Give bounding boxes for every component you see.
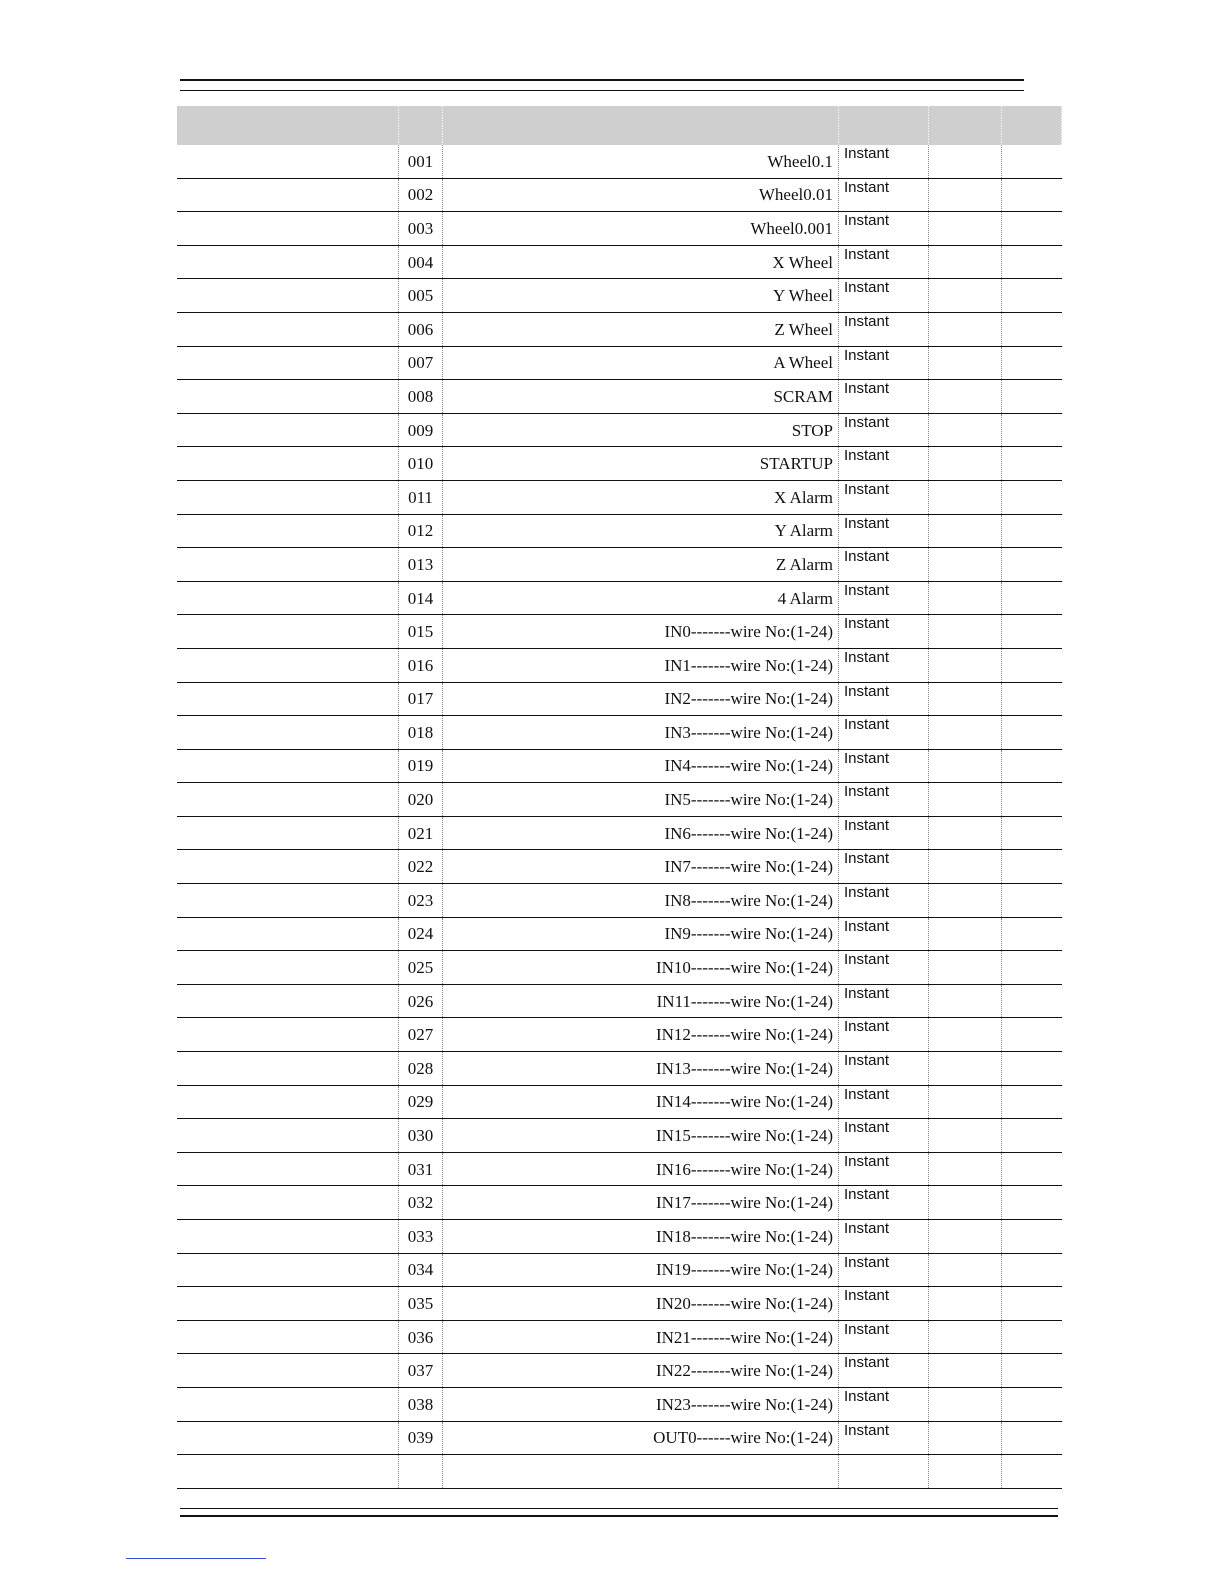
header-cell-type xyxy=(839,106,929,145)
row-name-cell xyxy=(177,1287,399,1321)
row-number-cell: 006 xyxy=(399,312,443,346)
row-name-cell xyxy=(177,1152,399,1186)
table-row xyxy=(177,1220,1062,1254)
row-number-cell: 009 xyxy=(399,413,443,447)
row-number-cell: 008 xyxy=(399,380,443,414)
header-rule-thick xyxy=(180,79,1024,81)
row-type-cell: Instant xyxy=(839,816,929,850)
row-number-cell: 003 xyxy=(399,212,443,246)
row-description-cell: IN1-------wire No:(1-24) xyxy=(443,648,839,682)
table-row xyxy=(177,380,1062,414)
row-extra-cell-1 xyxy=(929,1220,1002,1254)
row-type-cell: Instant xyxy=(839,1152,929,1186)
row-type-cell: Instant xyxy=(839,548,929,582)
row-number-cell: 014 xyxy=(399,581,443,615)
row-extra-cell-1 xyxy=(929,648,1002,682)
header-cell-name xyxy=(177,106,399,145)
row-description-cell xyxy=(443,1455,839,1489)
row-description-cell: Wheel0.01 xyxy=(443,178,839,212)
row-description-cell: IN7-------wire No:(1-24) xyxy=(443,850,839,884)
row-extra-cell-1 xyxy=(929,413,1002,447)
row-extra-cell-1 xyxy=(929,1186,1002,1220)
row-extra-cell-1 xyxy=(929,1387,1002,1421)
row-number-cell: 026 xyxy=(399,984,443,1018)
row-name-cell xyxy=(177,1220,399,1254)
header-cell-extra-2 xyxy=(1002,106,1062,145)
table-row xyxy=(177,984,1062,1018)
row-description-cell: IN16-------wire No:(1-24) xyxy=(443,1152,839,1186)
row-number-cell: 032 xyxy=(399,1186,443,1220)
header-rule-thin xyxy=(180,90,1024,91)
row-description-cell: IN20-------wire No:(1-24) xyxy=(443,1287,839,1321)
row-extra-cell-2 xyxy=(1002,749,1062,783)
row-extra-cell-1 xyxy=(929,1052,1002,1086)
table-row xyxy=(177,447,1062,481)
row-extra-cell-1 xyxy=(929,917,1002,951)
row-extra-cell-2 xyxy=(1002,548,1062,582)
row-description-cell: X Alarm xyxy=(443,480,839,514)
table-row xyxy=(177,178,1062,212)
table-row xyxy=(177,615,1062,649)
row-extra-cell-2 xyxy=(1002,480,1062,514)
table-row xyxy=(177,480,1062,514)
row-type-cell: Instant xyxy=(839,1253,929,1287)
row-type-cell: Instant xyxy=(839,1085,929,1119)
row-extra-cell-1 xyxy=(929,716,1002,750)
row-extra-cell-1 xyxy=(929,447,1002,481)
row-name-cell xyxy=(177,548,399,582)
row-extra-cell-2 xyxy=(1002,1085,1062,1119)
row-name-cell xyxy=(177,682,399,716)
row-name-cell xyxy=(177,1186,399,1220)
table-row xyxy=(177,716,1062,750)
row-number-cell: 016 xyxy=(399,648,443,682)
row-number-cell: 037 xyxy=(399,1354,443,1388)
row-extra-cell-2 xyxy=(1002,682,1062,716)
row-type-cell: Instant xyxy=(839,312,929,346)
row-number-cell: 015 xyxy=(399,615,443,649)
table-row xyxy=(177,245,1062,279)
row-name-cell xyxy=(177,1052,399,1086)
row-type-cell: Instant xyxy=(839,1119,929,1153)
row-name-cell xyxy=(177,1455,399,1489)
row-description-cell: OUT0------wire No:(1-24) xyxy=(443,1421,839,1455)
row-type-cell: Instant xyxy=(839,245,929,279)
table-row xyxy=(177,279,1062,313)
row-name-cell xyxy=(177,581,399,615)
row-description-cell: IN4-------wire No:(1-24) xyxy=(443,749,839,783)
row-name-cell xyxy=(177,1253,399,1287)
row-extra-cell-2 xyxy=(1002,716,1062,750)
row-number-cell: 021 xyxy=(399,816,443,850)
table-row xyxy=(177,1287,1062,1321)
table-row xyxy=(177,850,1062,884)
row-extra-cell-1 xyxy=(929,1085,1002,1119)
row-description-cell: A Wheel xyxy=(443,346,839,380)
row-description-cell: Y Alarm xyxy=(443,514,839,548)
row-extra-cell-1 xyxy=(929,1455,1002,1489)
parameter-table xyxy=(176,106,1062,1489)
row-extra-cell-1 xyxy=(929,279,1002,313)
row-description-cell: IN6-------wire No:(1-24) xyxy=(443,816,839,850)
row-type-cell: Instant xyxy=(839,212,929,246)
row-extra-cell-2 xyxy=(1002,884,1062,918)
row-extra-cell-2 xyxy=(1002,1421,1062,1455)
row-type-cell: Instant xyxy=(839,346,929,380)
table-row xyxy=(177,1085,1062,1119)
table-row xyxy=(177,816,1062,850)
row-extra-cell-1 xyxy=(929,1152,1002,1186)
row-number-cell: 028 xyxy=(399,1052,443,1086)
row-extra-cell-1 xyxy=(929,816,1002,850)
row-name-cell xyxy=(177,783,399,817)
row-number-cell: 036 xyxy=(399,1320,443,1354)
row-extra-cell-2 xyxy=(1002,1387,1062,1421)
row-description-cell: SCRAM xyxy=(443,380,839,414)
row-number-cell: 033 xyxy=(399,1220,443,1254)
row-number-cell: 010 xyxy=(399,447,443,481)
row-description-cell: Wheel0.001 xyxy=(443,212,839,246)
row-name-cell xyxy=(177,1085,399,1119)
footer-rule-thick xyxy=(180,1515,1058,1517)
row-name-cell xyxy=(177,951,399,985)
table-row xyxy=(177,951,1062,985)
row-type-cell: Instant xyxy=(839,380,929,414)
table-body xyxy=(177,145,1062,1488)
row-description-cell: IN5-------wire No:(1-24) xyxy=(443,783,839,817)
row-type-cell: Instant xyxy=(839,279,929,313)
row-description-cell: IN19-------wire No:(1-24) xyxy=(443,1253,839,1287)
row-number-cell: 013 xyxy=(399,548,443,582)
row-type-cell: Instant xyxy=(839,1018,929,1052)
row-extra-cell-1 xyxy=(929,514,1002,548)
table-row xyxy=(177,514,1062,548)
row-type-cell: Instant xyxy=(839,1354,929,1388)
row-type-cell: Instant xyxy=(839,480,929,514)
row-extra-cell-2 xyxy=(1002,1253,1062,1287)
header-cell-extra-1 xyxy=(929,106,1002,145)
row-description-cell: STARTUP xyxy=(443,447,839,481)
row-name-cell xyxy=(177,1018,399,1052)
row-number-cell: 024 xyxy=(399,917,443,951)
row-number-cell: 022 xyxy=(399,850,443,884)
table-row xyxy=(177,1018,1062,1052)
row-name-cell xyxy=(177,245,399,279)
row-number-cell: 012 xyxy=(399,514,443,548)
row-type-cell: Instant xyxy=(839,1421,929,1455)
row-name-cell xyxy=(177,984,399,1018)
row-extra-cell-2 xyxy=(1002,1152,1062,1186)
row-extra-cell-1 xyxy=(929,312,1002,346)
row-type-cell: Instant xyxy=(839,917,929,951)
table-row xyxy=(177,1320,1062,1354)
row-extra-cell-2 xyxy=(1002,346,1062,380)
row-extra-cell-2 xyxy=(1002,212,1062,246)
row-extra-cell-1 xyxy=(929,548,1002,582)
row-type-cell: Instant xyxy=(839,884,929,918)
row-name-cell xyxy=(177,178,399,212)
row-extra-cell-1 xyxy=(929,1320,1002,1354)
row-extra-cell-2 xyxy=(1002,984,1062,1018)
row-number-cell xyxy=(399,1455,443,1489)
row-extra-cell-2 xyxy=(1002,1052,1062,1086)
row-number-cell: 002 xyxy=(399,178,443,212)
row-extra-cell-2 xyxy=(1002,850,1062,884)
row-name-cell xyxy=(177,749,399,783)
row-description-cell: IN18-------wire No:(1-24) xyxy=(443,1220,839,1254)
row-number-cell: 034 xyxy=(399,1253,443,1287)
row-type-cell: Instant xyxy=(839,1186,929,1220)
row-number-cell: 023 xyxy=(399,884,443,918)
row-type-cell: Instant xyxy=(839,749,929,783)
row-name-cell xyxy=(177,279,399,313)
row-number-cell: 020 xyxy=(399,783,443,817)
row-description-cell: IN10-------wire No:(1-24) xyxy=(443,951,839,985)
row-name-cell xyxy=(177,716,399,750)
row-extra-cell-1 xyxy=(929,346,1002,380)
table-row xyxy=(177,1052,1062,1086)
row-name-cell xyxy=(177,346,399,380)
table-row xyxy=(177,413,1062,447)
row-description-cell: IN2-------wire No:(1-24) xyxy=(443,682,839,716)
row-number-cell: 035 xyxy=(399,1287,443,1321)
row-description-cell: IN15-------wire No:(1-24) xyxy=(443,1119,839,1153)
row-description-cell: IN14-------wire No:(1-24) xyxy=(443,1085,839,1119)
row-extra-cell-1 xyxy=(929,245,1002,279)
row-number-cell: 025 xyxy=(399,951,443,985)
row-extra-cell-2 xyxy=(1002,413,1062,447)
row-description-cell: Y Wheel xyxy=(443,279,839,313)
row-extra-cell-1 xyxy=(929,1421,1002,1455)
table-row xyxy=(177,548,1062,582)
row-extra-cell-1 xyxy=(929,581,1002,615)
row-type-cell: Instant xyxy=(839,413,929,447)
table-row xyxy=(177,682,1062,716)
table-row xyxy=(177,648,1062,682)
row-type-cell: Instant xyxy=(839,716,929,750)
row-name-cell xyxy=(177,648,399,682)
row-extra-cell-1 xyxy=(929,480,1002,514)
table-row xyxy=(177,1119,1062,1153)
row-extra-cell-1 xyxy=(929,749,1002,783)
row-number-cell: 007 xyxy=(399,346,443,380)
row-type-cell: Instant xyxy=(839,1287,929,1321)
row-number-cell: 005 xyxy=(399,279,443,313)
row-type-cell: Instant xyxy=(839,951,929,985)
row-type-cell: Instant xyxy=(839,615,929,649)
row-extra-cell-1 xyxy=(929,380,1002,414)
row-description-cell: IN13-------wire No:(1-24) xyxy=(443,1052,839,1086)
row-description-cell: 4 Alarm xyxy=(443,581,839,615)
row-number-cell: 011 xyxy=(399,480,443,514)
row-extra-cell-2 xyxy=(1002,1320,1062,1354)
row-name-cell xyxy=(177,816,399,850)
table-row xyxy=(177,346,1062,380)
table-row xyxy=(177,1152,1062,1186)
row-name-cell xyxy=(177,480,399,514)
table-row xyxy=(177,1421,1062,1455)
row-name-cell xyxy=(177,514,399,548)
row-extra-cell-1 xyxy=(929,145,1002,178)
row-extra-cell-1 xyxy=(929,951,1002,985)
row-extra-cell-1 xyxy=(929,1018,1002,1052)
row-type-cell: Instant xyxy=(839,984,929,1018)
row-name-cell xyxy=(177,212,399,246)
row-description-cell: IN11-------wire No:(1-24) xyxy=(443,984,839,1018)
row-extra-cell-2 xyxy=(1002,245,1062,279)
row-number-cell: 019 xyxy=(399,749,443,783)
row-extra-cell-1 xyxy=(929,178,1002,212)
table-row xyxy=(177,884,1062,918)
row-type-cell: Instant xyxy=(839,514,929,548)
row-description-cell: IN23-------wire No:(1-24) xyxy=(443,1387,839,1421)
row-extra-cell-2 xyxy=(1002,951,1062,985)
row-extra-cell-2 xyxy=(1002,648,1062,682)
footer-rule-thin xyxy=(180,1508,1058,1509)
row-name-cell xyxy=(177,312,399,346)
row-name-cell xyxy=(177,145,399,178)
row-description-cell: IN9-------wire No:(1-24) xyxy=(443,917,839,951)
row-extra-cell-2 xyxy=(1002,1455,1062,1489)
footer-link-underline xyxy=(126,1558,266,1559)
row-name-cell xyxy=(177,380,399,414)
table-row xyxy=(177,1387,1062,1421)
row-description-cell: Wheel0.1 xyxy=(443,145,839,178)
row-extra-cell-1 xyxy=(929,850,1002,884)
row-type-cell: Instant xyxy=(839,783,929,817)
row-type-cell: Instant xyxy=(839,648,929,682)
row-type-cell: Instant xyxy=(839,145,929,178)
row-description-cell: IN22-------wire No:(1-24) xyxy=(443,1354,839,1388)
row-extra-cell-1 xyxy=(929,1354,1002,1388)
row-name-cell xyxy=(177,413,399,447)
row-extra-cell-2 xyxy=(1002,312,1062,346)
row-name-cell xyxy=(177,917,399,951)
row-description-cell: IN17-------wire No:(1-24) xyxy=(443,1186,839,1220)
row-description-cell: IN12-------wire No:(1-24) xyxy=(443,1018,839,1052)
row-extra-cell-2 xyxy=(1002,1119,1062,1153)
row-extra-cell-2 xyxy=(1002,279,1062,313)
row-type-cell xyxy=(839,1455,929,1489)
row-description-cell: IN8-------wire No:(1-24) xyxy=(443,884,839,918)
row-extra-cell-1 xyxy=(929,682,1002,716)
row-extra-cell-2 xyxy=(1002,816,1062,850)
row-type-cell: Instant xyxy=(839,1320,929,1354)
row-extra-cell-2 xyxy=(1002,380,1062,414)
row-name-cell xyxy=(177,615,399,649)
row-type-cell: Instant xyxy=(839,581,929,615)
row-number-cell: 018 xyxy=(399,716,443,750)
table-row xyxy=(177,749,1062,783)
row-name-cell xyxy=(177,850,399,884)
row-extra-cell-1 xyxy=(929,884,1002,918)
table-row xyxy=(177,1354,1062,1388)
row-number-cell: 038 xyxy=(399,1387,443,1421)
table-row xyxy=(177,312,1062,346)
row-name-cell xyxy=(177,447,399,481)
row-extra-cell-1 xyxy=(929,984,1002,1018)
header-cell-description xyxy=(443,106,839,145)
row-name-cell xyxy=(177,1320,399,1354)
row-description-cell: IN0-------wire No:(1-24) xyxy=(443,615,839,649)
row-extra-cell-2 xyxy=(1002,615,1062,649)
row-description-cell: IN21-------wire No:(1-24) xyxy=(443,1320,839,1354)
table-row xyxy=(177,581,1062,615)
table-header-row xyxy=(177,106,1062,145)
row-number-cell: 039 xyxy=(399,1421,443,1455)
row-extra-cell-1 xyxy=(929,1287,1002,1321)
row-name-cell xyxy=(177,884,399,918)
row-extra-cell-2 xyxy=(1002,1220,1062,1254)
row-number-cell: 001 xyxy=(399,145,443,178)
row-extra-cell-2 xyxy=(1002,145,1062,178)
table-row xyxy=(177,783,1062,817)
row-name-cell xyxy=(177,1421,399,1455)
row-type-cell: Instant xyxy=(839,682,929,716)
header-cell-number xyxy=(399,106,443,145)
row-extra-cell-2 xyxy=(1002,178,1062,212)
row-description-cell: Z Alarm xyxy=(443,548,839,582)
table-row xyxy=(177,1455,1062,1489)
row-extra-cell-2 xyxy=(1002,1018,1062,1052)
row-number-cell: 029 xyxy=(399,1085,443,1119)
row-extra-cell-2 xyxy=(1002,581,1062,615)
row-name-cell xyxy=(177,1354,399,1388)
table-row xyxy=(177,1186,1062,1220)
table-row xyxy=(177,917,1062,951)
row-type-cell: Instant xyxy=(839,1052,929,1086)
row-extra-cell-2 xyxy=(1002,783,1062,817)
row-extra-cell-1 xyxy=(929,1119,1002,1153)
row-type-cell: Instant xyxy=(839,178,929,212)
row-extra-cell-1 xyxy=(929,783,1002,817)
row-extra-cell-1 xyxy=(929,1253,1002,1287)
row-extra-cell-2 xyxy=(1002,1287,1062,1321)
row-extra-cell-2 xyxy=(1002,1186,1062,1220)
row-description-cell: STOP xyxy=(443,413,839,447)
row-name-cell xyxy=(177,1119,399,1153)
row-name-cell xyxy=(177,1387,399,1421)
row-type-cell: Instant xyxy=(839,1220,929,1254)
row-number-cell: 030 xyxy=(399,1119,443,1153)
row-number-cell: 031 xyxy=(399,1152,443,1186)
row-description-cell: IN3-------wire No:(1-24) xyxy=(443,716,839,750)
row-type-cell: Instant xyxy=(839,1387,929,1421)
row-extra-cell-1 xyxy=(929,615,1002,649)
row-number-cell: 027 xyxy=(399,1018,443,1052)
row-description-cell: X Wheel xyxy=(443,245,839,279)
row-extra-cell-2 xyxy=(1002,1354,1062,1388)
row-extra-cell-1 xyxy=(929,212,1002,246)
table-row xyxy=(177,212,1062,246)
row-number-cell: 017 xyxy=(399,682,443,716)
row-description-cell: Z Wheel xyxy=(443,312,839,346)
row-extra-cell-2 xyxy=(1002,447,1062,481)
row-number-cell: 004 xyxy=(399,245,443,279)
table-row xyxy=(177,1253,1062,1287)
row-extra-cell-2 xyxy=(1002,917,1062,951)
row-type-cell: Instant xyxy=(839,850,929,884)
row-type-cell: Instant xyxy=(839,447,929,481)
row-extra-cell-2 xyxy=(1002,514,1062,548)
table-row xyxy=(177,145,1062,178)
